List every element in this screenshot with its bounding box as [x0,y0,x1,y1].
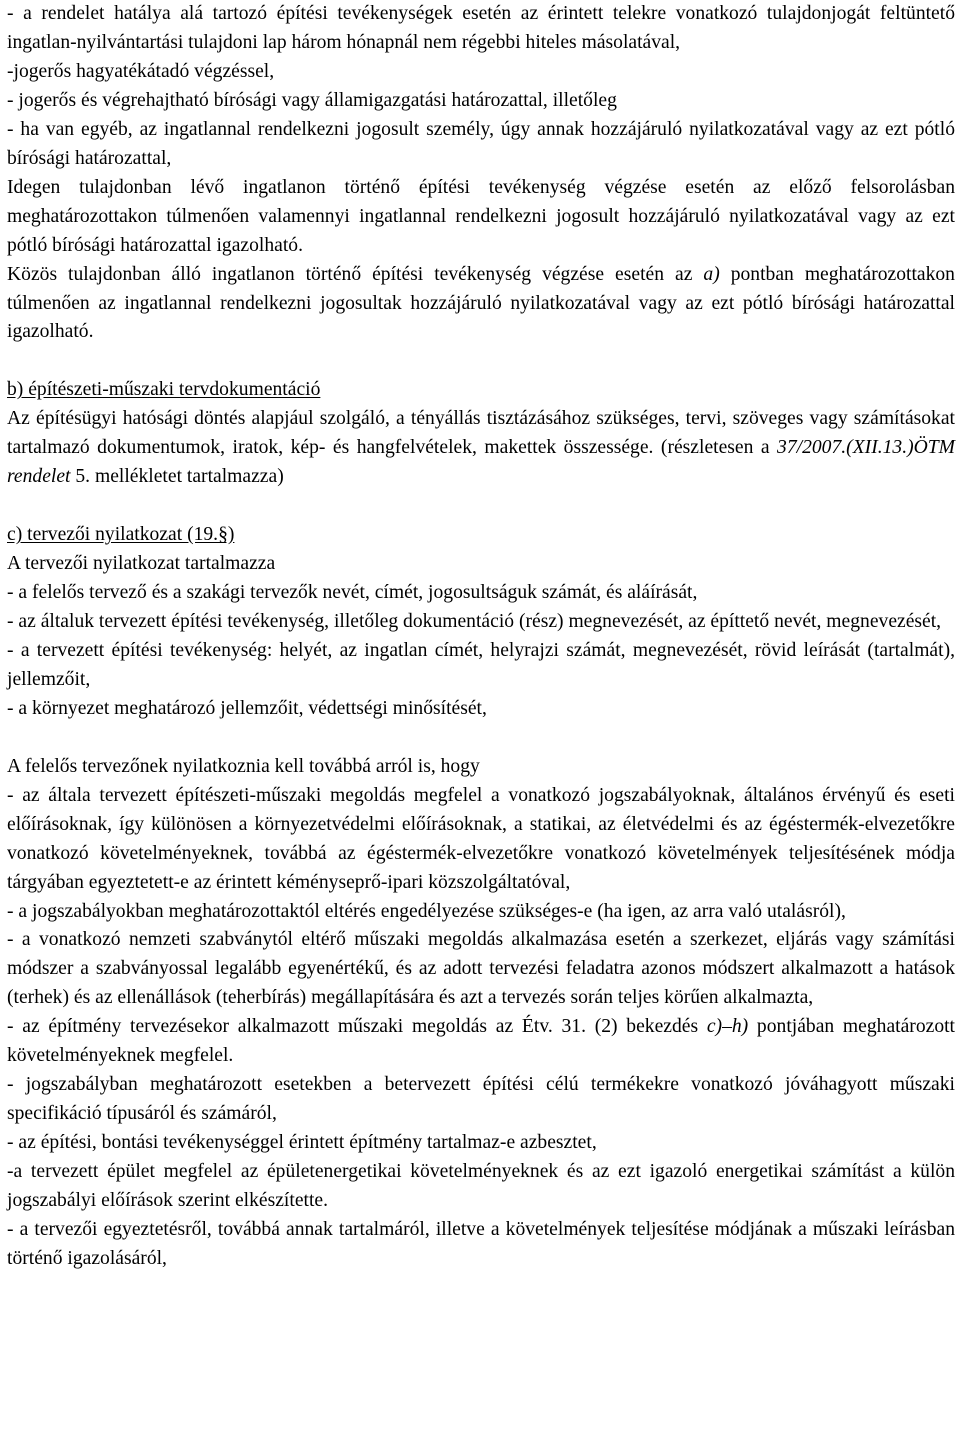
reference-text: 37/2007.(XII.13.)ÖTM rendelet [7,437,955,488]
text-run: - az építmény tervezésekor alkalmazott műszaki megoldás az Étv. 31. (2) bekezdés [7,1016,707,1038]
text-run: 5. mellékletet tartalmazza) [70,466,284,488]
list-item: - a vonatkozó nemzeti szabványtól eltérő műszaki megoldás alkalmazása esetén a szerkezet, eljárás vagy számítási módszer a szabványossal legalább egyenértékű, és az adott tervezési feladatra azonos módszert alkalmazott a hatások (terhek) és az ellenállások (teherbírás) megállapítására és azt a tervezés során teljes körűen alkalmazta, [7,929,955,1009]
paragraph: -jogerős hagyatékátadó végzéssel, [7,60,275,82]
paragraph: Idegen tulajdonban lévő ingatlanon történő építési tevékenység végzése esetén az előző felsorolásban meghatározottakon túlmenően valamennyi ingatlannal rendelkezni jogosult hozzájáruló nyilatkozatával vagy az ezt pótló bírósági határozattal igazolható. [7,176,955,256]
list-item: - a felelős tervező és a szakági tervezők nevét, címét, jogosultságuk számát, és aláírását, [7,582,698,604]
section-heading [7,376,955,405]
list-item: - az építési, bontási tevékenységgel érintett építmény tartalmaz-e azbesztet, [7,1132,597,1154]
blank-line [7,347,955,376]
section-heading-text: b) építészeti-műszaki tervdokumentáció [7,379,321,401]
section-heading-text: c) tervezői nyilatkozat (19.§) [7,524,235,546]
section-intro: A felelős tervezőnek nyilatkoznia kell továbbá arról is, hogy [7,755,480,777]
list-item: -a tervezett épület megfelel az épületenergetikai követelményeknek és az ezt igazoló energetikai számítást a külön jogszabályi előírások szerint elkészítette. [7,1161,955,1212]
section-intro: A tervezői nyilatkozat tartalmazza [7,553,276,575]
list-item [7,1013,955,1071]
reference-text: a) [703,263,720,285]
list-item: - a tervezői egyeztetésről, továbbá annak tartalmáról, illetve a követelmények teljesítése módjának a műszaki leírásban történő igazolásáról, [7,1218,955,1269]
blank-line [7,492,955,521]
text-run: pontjában meghatározott követelményeknek megfelel. [7,1016,955,1067]
paragraph: - jogerős és végrehajtható bírósági vagy államigazgatási határozattal, illetőleg [7,89,617,111]
paragraph [7,261,955,348]
document-page [7,0,955,1274]
list-item: - a jogszabályokban meghatározottaktól eltérés engedélyezése szükséges-e (ha igen, az arra való utalásról), [7,900,846,922]
paragraph: - a rendelet hatálya alá tartozó építési tevékenységek esetén az érintett telekre vonatkozó tulajdonjogát feltüntető ingatlan-nyilvántartási tulajdoni lap három hónapnál nem régebbi hiteles másolatával, [7,3,955,53]
text-run: pontban meghatározottakon túlmenően az ingatlannal rendelkezni jogosultak hozzájáruló nyilatkozatával vagy az ezt pótló bírósági határozattal igazolható. [7,263,955,343]
reference-text: c)–h) [706,1016,749,1038]
list-item: - a tervezett építési tevékenység: helyét, az ingatlan címét, helyrajzi számát, megnevezését, rövid leírását (tartalmát), jellemzőit, [7,639,955,690]
list-item: - az általuk tervezett építési tevékenység, illetőleg dokumentáció (rész) megnevezését, az építtető nevét, megnevezését, [7,610,942,632]
section-heading [7,521,955,550]
list-item: - a környezet meghatározó jellemzőit, védettségi minősítését, [7,697,487,719]
text-run: Az építésügyi hatósági döntés alapjául szolgáló, a tényállás tisztázásához szükséges, tervi, szöveges vagy számításokat tartalmazó dokumentumok, iratok, kép- és hangfelvételek, makettek összessége. (részletesen a [7,408,955,459]
list-item: - az általa tervezett építészeti-műszaki megoldás megfelel a vonatkozó jogszabályoknak, általános érvényű és eseti előírásoknak, így különösen a környezetvédelmi előírásoknak, a statikai, az életvédelmi és az égéstermék-elvezetőkre vonatkozó követelményeknek, továbbá az égéstermék-elvezetőkre vonatkozó követelmények teljesítésének módja tárgyában egyeztetett-e az érintett kéményseprő-ipari közszolgáltatóval, [7,784,955,893]
text-run: Közös tulajdonban álló ingatlanon történő építési tevékenység végzése esetén az [7,263,704,285]
paragraph: - ha van egyéb, az ingatlannal rendelkezni jogosult személy, úgy annak hozzájáruló nyilatkozatával vagy az ezt pótló bírósági határozattal, [7,118,955,169]
paragraph [7,405,955,492]
blank-line [7,724,955,753]
list-item: - jogszabályban meghatározott esetekben a betervezett építési célú termékekre vonatkozó jóváhagyott műszaki specifikáció típusáról és számáról, [7,1074,955,1125]
